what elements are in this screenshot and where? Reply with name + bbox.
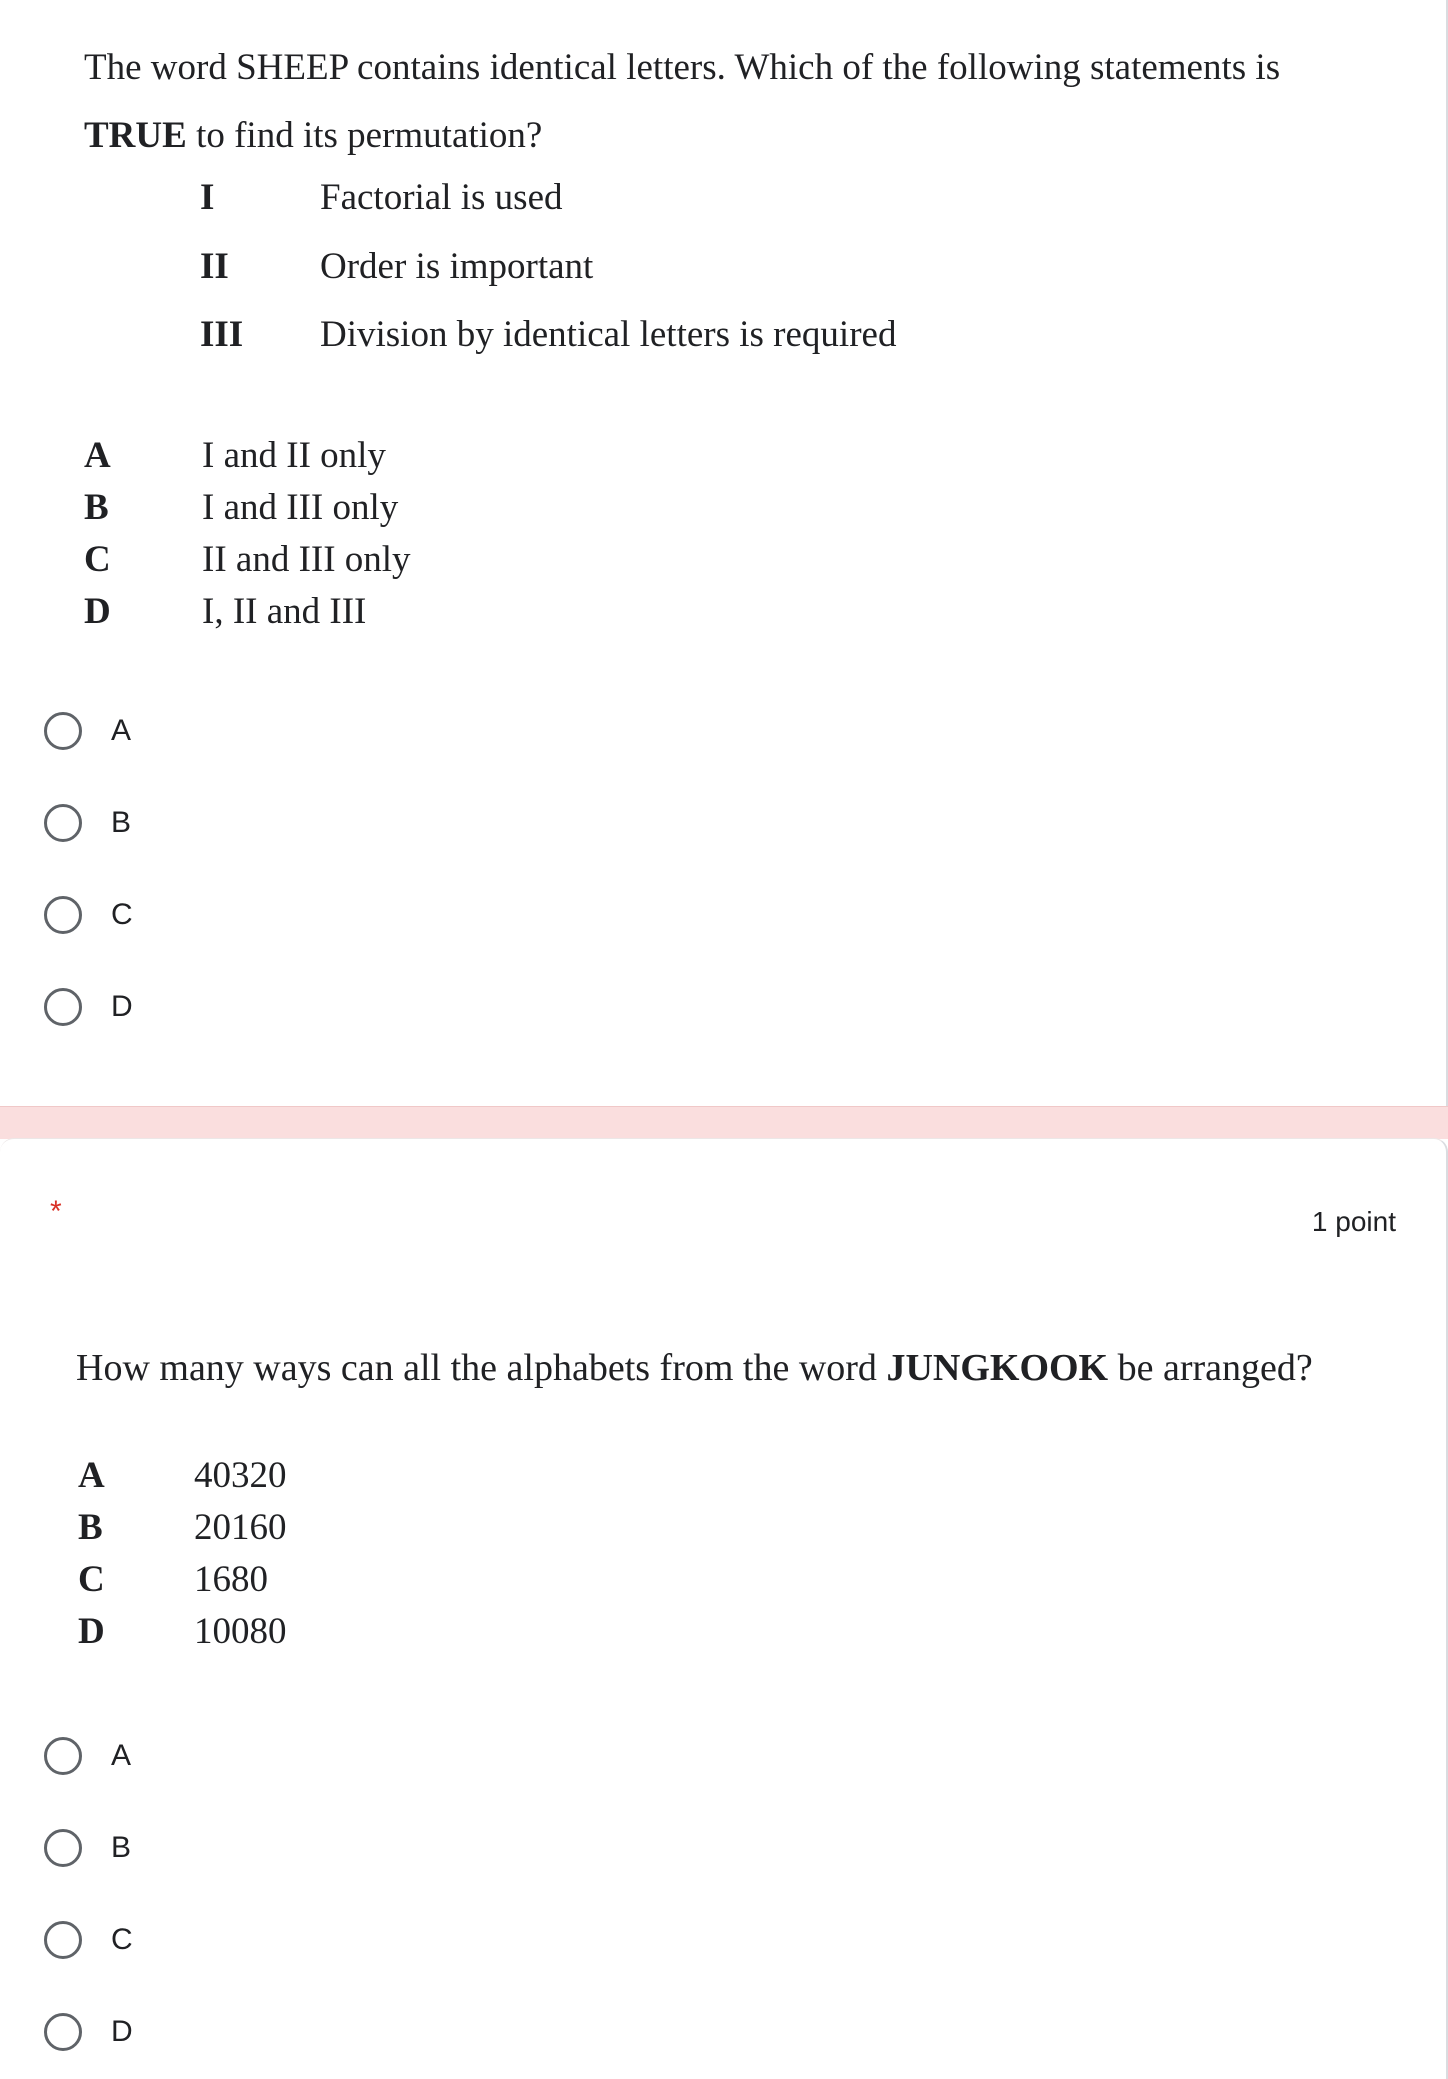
option-letter: D: [78, 1611, 105, 1652]
option-text: I and II only: [202, 435, 386, 476]
radio-choice-d[interactable]: [44, 2002, 133, 2062]
option-letter: C: [84, 539, 111, 580]
statement-text: Factorial is used: [320, 177, 563, 218]
option-text: 1680: [194, 1559, 268, 1600]
radio-button[interactable]: [44, 1829, 82, 1867]
radio-choice-c[interactable]: [44, 885, 133, 945]
option-letter: D: [84, 591, 111, 632]
option-text: 40320: [194, 1455, 287, 1496]
question-1-line-1: The word SHEEP contains identical letters. Which of the following statements is: [84, 47, 1281, 88]
question-1-text: [84, 34, 1384, 170]
radio-button[interactable]: [44, 988, 82, 1026]
option-letter: A: [84, 435, 111, 476]
statement-text: Division by identical letters is required: [320, 314, 897, 355]
question-separator: [0, 1106, 1448, 1139]
radio-label[interactable]: A: [111, 714, 132, 747]
radio-choice-a[interactable]: [44, 1726, 131, 1786]
radio-choice-d[interactable]: [44, 977, 133, 1037]
radio-button[interactable]: [44, 1921, 82, 1959]
required-asterisk: *: [50, 1195, 62, 1228]
radio-label[interactable]: C: [111, 898, 133, 931]
option-text: I and III only: [202, 487, 399, 528]
radio-button[interactable]: [44, 1737, 82, 1775]
statement-text: Order is important: [320, 246, 594, 287]
option-letter: B: [84, 487, 109, 528]
question-1-line-2: [84, 102, 1384, 170]
radio-choice-a[interactable]: [44, 701, 131, 761]
question-2-bold-word: JUNGKOOK: [886, 1347, 1109, 1389]
question-2-text: [76, 1346, 1313, 1390]
radio-choice-b[interactable]: [44, 1818, 131, 1878]
question-2-text-after: be arranged?: [1108, 1347, 1313, 1389]
option-text: 10080: [194, 1611, 287, 1652]
question-1-line-2-rest: to find its permutation?: [186, 115, 543, 156]
radio-button[interactable]: [44, 2013, 82, 2051]
radio-label[interactable]: D: [111, 990, 133, 1023]
radio-choice-c[interactable]: [44, 1910, 133, 1970]
statement-number: I: [200, 177, 215, 218]
points-label: 1 point: [1311, 1206, 1396, 1237]
option-text: I, II and III: [202, 591, 367, 632]
option-text: II and III only: [202, 539, 411, 580]
radio-button[interactable]: [44, 712, 82, 750]
radio-label[interactable]: B: [111, 806, 132, 839]
statement-number: II: [200, 246, 229, 287]
radio-label[interactable]: D: [111, 2015, 133, 2048]
question-2-text-before: How many ways can all the alphabets from the word: [76, 1347, 887, 1389]
radio-label[interactable]: A: [111, 1739, 132, 1772]
option-letter: C: [78, 1559, 105, 1600]
radio-label[interactable]: C: [111, 1923, 133, 1956]
option-text: 20160: [194, 1507, 287, 1548]
question-1-bold-word: TRUE: [84, 115, 187, 156]
question-card-2: [0, 1138, 1448, 2079]
statement-number: III: [200, 314, 244, 355]
radio-button[interactable]: [44, 804, 82, 842]
radio-choice-b[interactable]: [44, 793, 131, 853]
option-letter: A: [78, 1455, 105, 1496]
option-letter: B: [78, 1507, 103, 1548]
radio-button[interactable]: [44, 896, 82, 934]
radio-label[interactable]: B: [111, 1831, 132, 1864]
